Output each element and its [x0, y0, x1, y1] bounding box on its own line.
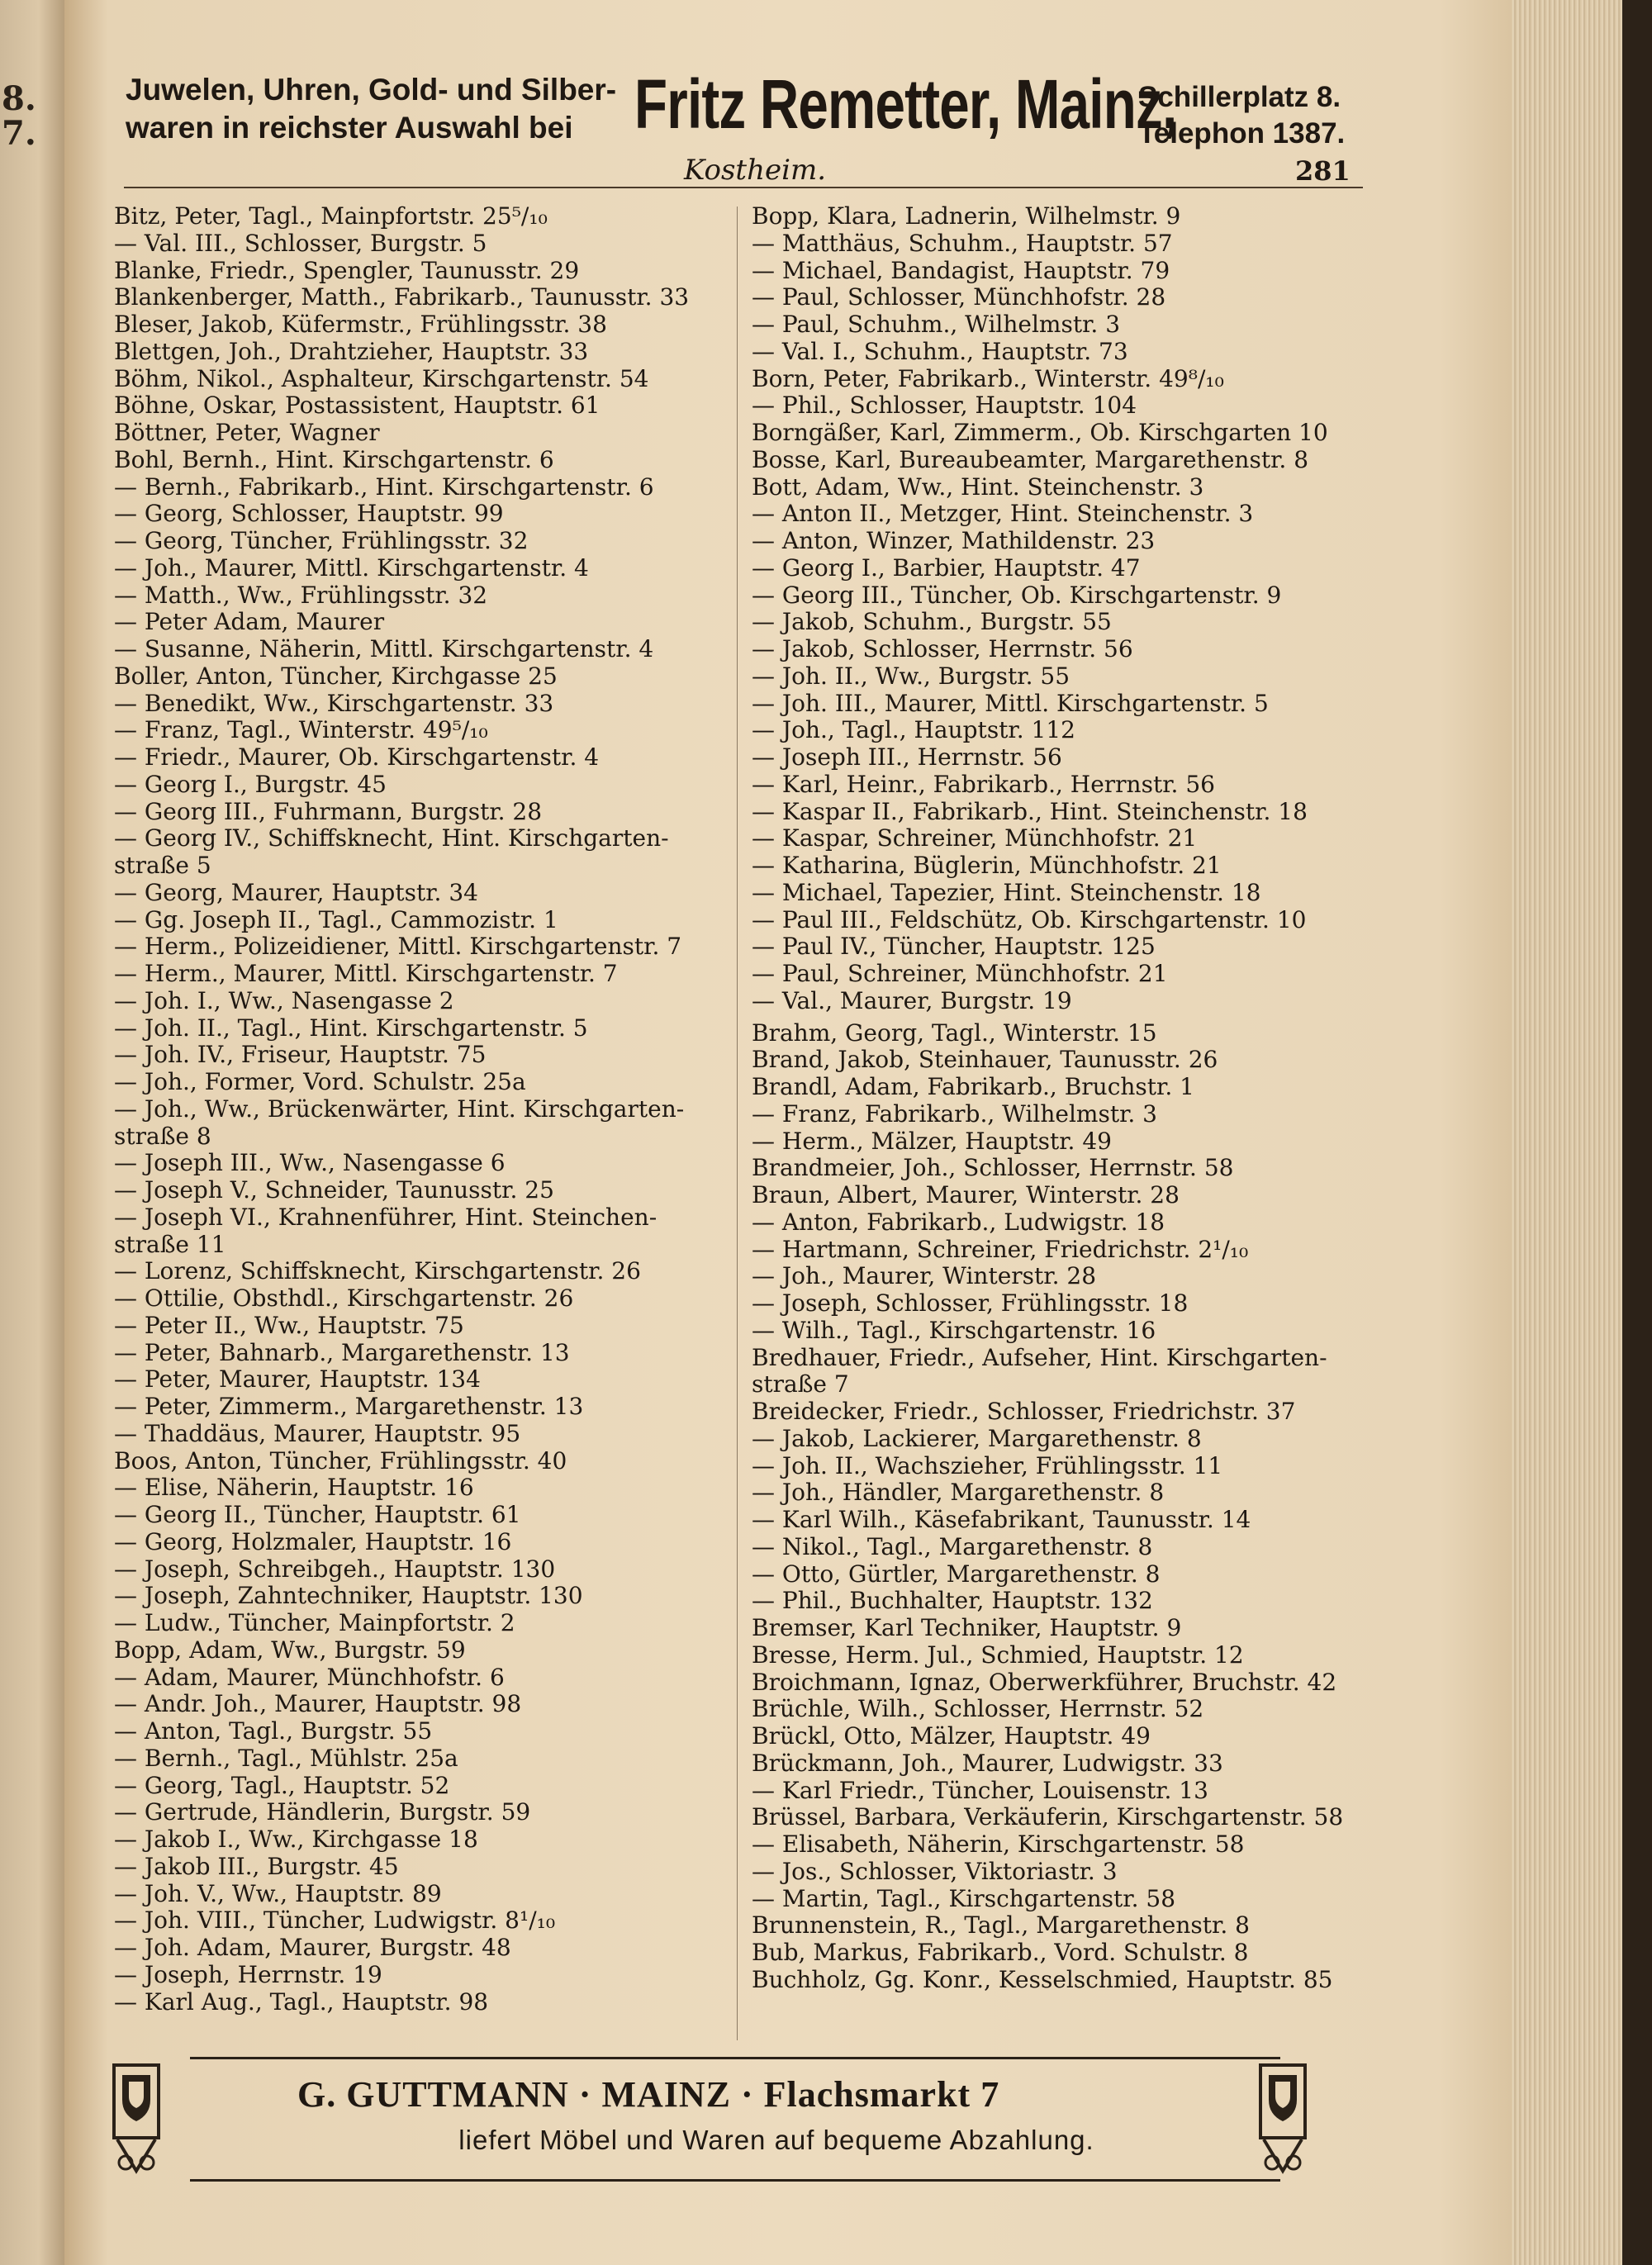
directory-entry: — Joh. V., Ww., Hauptstr. 89: [114, 1880, 442, 1907]
header-address: Schillerplatz 8.: [1138, 81, 1341, 113]
directory-entry: — Benedikt, Ww., Kirschgartenstr. 33: [114, 690, 554, 717]
directory-entry: straße 8: [114, 1123, 211, 1150]
directory-entry: Blankenberger, Matth., Fabrikarb., Taunusstr. 33: [114, 284, 690, 311]
directory-entry: Boos, Anton, Tüncher, Frühlingsstr. 40: [114, 1447, 567, 1474]
directory-entry: — Joh., Tagl., Hauptstr. 112: [752, 717, 1075, 744]
directory-entry: — Anton, Tagl., Burgstr. 55: [114, 1718, 433, 1745]
directory-entry: — Ottilie, Obsthdl., Kirschgartenstr. 26: [114, 1285, 574, 1312]
directory-entry: — Karl Friedr., Tüncher, Louisenstr. 13: [752, 1777, 1208, 1804]
directory-entry: — Anton II., Metzger, Hint. Steinchenstr. 3: [752, 501, 1254, 528]
directory-entry: Bosse, Karl, Bureaubeamter, Margarethenstr. 8: [752, 446, 1309, 473]
directory-entry: Brückl, Otto, Mälzer, Hauptstr. 49: [752, 1723, 1151, 1750]
directory-entry: Böhm, Nikol., Asphalteur, Kirschgartenstr. 54: [114, 365, 649, 392]
directory-entry: — Joh., Former, Vord. Schulstr. 25a: [114, 1069, 526, 1095]
directory-entry: — Friedr., Maurer, Ob. Kirschgartenstr. 4: [114, 744, 600, 771]
directory-entry: — Joh. III., Maurer, Mittl. Kirschgartenstr. 5: [752, 690, 1269, 717]
directory-entry: — Georg I., Barbier, Hauptstr. 47: [752, 554, 1141, 582]
directory-entry: — Joseph, Schlosser, Frühlingsstr. 18: [752, 1290, 1189, 1317]
directory-entry: Bub, Markus, Fabrikarb., Vord. Schulstr. 8: [752, 1940, 1249, 1966]
directory-entry: — Joh. Adam, Maurer, Burgstr. 48: [114, 1935, 511, 1961]
directory-entry: — Michael, Bandagist, Hauptstr. 79: [752, 257, 1170, 284]
directory-entry: Blanke, Friedr., Spengler, Taunusstr. 29: [114, 257, 580, 284]
directory-entry: Bitz, Peter, Tagl., Mainpfortstr. 25⁵/₁₀: [114, 203, 548, 230]
directory-entry: — Joseph VI., Krahnenführer, Hint. Steinchen-: [114, 1204, 657, 1231]
directory-entry: — Paul IV., Tüncher, Hauptstr. 125: [752, 933, 1156, 961]
directory-entry: — Jakob I., Ww., Kirchgasse 18: [114, 1826, 478, 1853]
directory-entry: Brückmann, Joh., Maurer, Ludwigstr. 33: [752, 1750, 1223, 1777]
directory-entry: — Joh., Ww., Brückenwärter, Hint. Kirschgarten-: [114, 1095, 685, 1123]
directory-entry: — Lorenz, Schiffsknecht, Kirschgartenstr. 26: [114, 1258, 641, 1285]
directory-entry: Blettgen, Joh., Drahtzieher, Hauptstr. 33: [114, 338, 589, 365]
directory-entry: Bott, Adam, Ww., Hint. Steinchenstr. 3: [752, 473, 1204, 501]
page-number: 281: [1295, 155, 1351, 187]
directory-entry: — Elisabeth, Näherin, Kirschgartenstr. 58: [752, 1831, 1245, 1858]
directory-entry: — Paul, Schreiner, Münchhofstr. 21: [752, 961, 1168, 987]
directory-entry: — Elise, Näherin, Hauptstr. 16: [114, 1474, 474, 1502]
directory-entry: Brüssel, Barbara, Verkäuferin, Kirschgartenstr. 58: [752, 1804, 1344, 1831]
header-ad-line: waren in reichster Auswahl bei: [126, 111, 573, 145]
directory-entry: — Peter, Zimmerm., Margarethenstr. 13: [114, 1394, 584, 1420]
directory-entry: — Gg. Joseph II., Tagl., Cammozistr. 1: [114, 906, 558, 933]
page-stack-edge: [1512, 0, 1652, 2265]
directory-entry: Buchholz, Gg. Konr., Kesselschmied, Hauptstr. 85: [752, 1966, 1333, 1993]
directory-entry: Bremser, Karl Techniker, Hauptstr. 9: [752, 1615, 1182, 1641]
footer-slogan-line: liefert Möbel und Waren auf bequeme Abzahlung.: [458, 2125, 1094, 2155]
directory-entry: — Adam, Maurer, Münchhofstr. 6: [114, 1664, 505, 1691]
directory-entry: — Martin, Tagl., Kirschgartenstr. 58: [752, 1885, 1176, 1912]
directory-entry: Bopp, Klara, Ladnerin, Wilhelmstr. 9: [752, 203, 1181, 230]
directory-entry: — Jakob, Schlosser, Herrnstr. 56: [752, 636, 1133, 662]
directory-entry: Brand, Jakob, Steinhauer, Taunusstr. 26: [752, 1047, 1218, 1074]
section-title: Kostheim.: [684, 154, 827, 187]
directory-entry: Brüchle, Wilh., Schlosser, Herrnstr. 52: [752, 1696, 1204, 1723]
directory-entry: — Peter, Maurer, Hauptstr. 134: [114, 1366, 481, 1394]
directory-entry: — Joseph V., Schneider, Taunusstr. 25: [114, 1177, 554, 1204]
directory-entry: — Joh., Händler, Margarethenstr. 8: [752, 1479, 1165, 1507]
column-divider: [737, 207, 738, 2040]
directory-entry: — Joseph III., Ww., Nasengasse 6: [114, 1150, 506, 1177]
directory-entry: — Michael, Tapezier, Hint. Steinchenstr. 18: [752, 879, 1261, 906]
directory-entry: — Peter Adam, Maurer: [114, 609, 385, 636]
directory-entry: — Joseph, Herrnstr. 19: [114, 1961, 382, 1988]
directory-entry: — Georg III., Fuhrmann, Burgstr. 28: [114, 798, 543, 825]
directory-entry: — Franz, Fabrikarb., Wilhelmstr. 3: [752, 1100, 1157, 1128]
footer-advertisement: [99, 2057, 1371, 2181]
directory-entry: — Karl, Heinr., Fabrikarb., Herrnstr. 56: [752, 771, 1215, 798]
directory-entry: — Anton, Winzer, Mathildenstr. 23: [752, 528, 1156, 554]
directory-entry: Böhne, Oskar, Postassistent, Hauptstr. 61: [114, 392, 601, 420]
directory-entry: — Thaddäus, Maurer, Hauptstr. 95: [114, 1420, 521, 1447]
directory-entry: — Kaspar, Schreiner, Münchhofstr. 21: [752, 825, 1198, 852]
page-header: [64, 64, 1365, 188]
left-column: [114, 203, 725, 2016]
directory-entry: — Joseph III., Herrnstr. 56: [752, 744, 1062, 771]
directory-entry: — Val. III., Schlosser, Burgstr. 5: [114, 230, 487, 257]
directory-entry: — Georg II., Tüncher, Hauptstr. 61: [114, 1502, 521, 1528]
directory-entry: — Peter II., Ww., Hauptstr. 75: [114, 1312, 464, 1339]
header-ad-left: [126, 71, 638, 147]
directory-entry: — Gertrude, Händlerin, Burgstr. 59: [114, 1799, 531, 1826]
header-brand: Fritz Remetter, Mainz,: [634, 65, 1177, 143]
directory-entry: — Kaspar II., Fabrikarb., Hint. Steinchenstr. 18: [752, 798, 1308, 825]
directory-entry: Born, Peter, Fabrikarb., Winterstr. 49⁸/₁₀: [752, 365, 1224, 392]
directory-entry: — Jakob III., Burgstr. 45: [114, 1853, 399, 1880]
directory-entry: Boller, Anton, Tüncher, Kirchgasse 25: [114, 662, 558, 690]
directory-entry: — Franz, Tagl., Winterstr. 49⁵/₁₀: [114, 717, 488, 744]
header-ad-right: [1138, 79, 1378, 152]
directory-entry: — Karl Wilh., Käsefabrikant, Taunusstr. 14: [752, 1507, 1251, 1533]
previous-page-number: 8.: [2, 79, 36, 118]
directory-entry: Brunnenstein, R., Tagl., Margarethenstr. 8: [752, 1912, 1250, 1940]
header-ad-line: Juwelen, Uhren, Gold- und Silber-: [126, 73, 617, 107]
directory-entry: Böttner, Peter, Wagner: [114, 420, 380, 446]
directory-entry: — Georg IV., Schiffsknecht, Hint. Kirschgarten-: [114, 825, 669, 852]
directory-entry: — Phil., Buchhalter, Hauptstr. 132: [752, 1588, 1153, 1615]
directory-entry: Brandl, Adam, Fabrikarb., Bruchstr. 1: [752, 1074, 1194, 1100]
directory-entry: — Hartmann, Schreiner, Friedrichstr. 2¹/₁₀: [752, 1236, 1249, 1263]
directory-entry: — Georg, Schlosser, Hauptstr. 99: [114, 501, 504, 528]
directory-entry: — Herm., Mälzer, Hauptstr. 49: [752, 1128, 1112, 1155]
directory-entry: — Katharina, Büglerin, Münchhofstr. 21: [752, 852, 1222, 879]
directory-entry: Bredhauer, Friedr., Aufseher, Hint. Kirschgarten-: [752, 1344, 1327, 1371]
directory-entry: — Anton, Fabrikarb., Ludwigstr. 18: [752, 1208, 1165, 1236]
directory-entry: Broichmann, Ignaz, Oberwerkführer, Bruchstr. 42: [752, 1669, 1337, 1696]
directory-entry: — Ludw., Tüncher, Mainpfortstr. 2: [114, 1610, 515, 1636]
directory-entry: — Georg, Tagl., Hauptstr. 52: [114, 1772, 450, 1799]
directory-entry: — Georg, Holzmaler, Hauptstr. 16: [114, 1528, 512, 1555]
directory-entry: — Joh., Maurer, Mittl. Kirschgartenstr. 4: [114, 554, 589, 582]
directory-entry: Bohl, Bernh., Hint. Kirschgartenstr. 6: [114, 446, 554, 473]
right-column: [752, 203, 1363, 1994]
directory-entry: — Otto, Gürtler, Margarethenstr. 8: [752, 1560, 1161, 1588]
footer-rule-bottom: [190, 2179, 1280, 2182]
directory-entry: Bleser, Jakob, Küfermstr., Frühlingsstr. 38: [114, 311, 607, 338]
directory-entry: — Paul, Schuhm., Wilhelmstr. 3: [752, 311, 1121, 338]
directory-entry: — Joh. II., Wachszieher, Frühlingsstr. 11: [752, 1452, 1223, 1479]
header-rule: [124, 187, 1363, 188]
directory-entry: — Georg, Maurer, Hauptstr. 34: [114, 879, 478, 906]
directory-entry: — Paul III., Feldschütz, Ob. Kirschgartenstr. 10: [752, 906, 1307, 933]
directory-entry: — Susanne, Näherin, Mittl. Kirschgartenstr. 4: [114, 636, 654, 662]
directory-entry: — Joh. IV., Friseur, Hauptstr. 75: [114, 1042, 487, 1069]
directory-entry: Brandmeier, Joh., Schlosser, Herrnstr. 58: [752, 1155, 1234, 1182]
directory-entry: Brahm, Georg, Tagl., Winterstr. 15: [752, 1019, 1157, 1047]
directory-entry: — Joh. I., Ww., Nasengasse 2: [114, 987, 454, 1014]
footer-company-line: G. GUTTMANN · MAINZ · Flachsmarkt 7: [297, 2074, 1000, 2115]
directory-entry: — Herm., Maurer, Mittl. Kirschgartenstr. 7: [114, 961, 618, 987]
directory-entry: straße 5: [114, 852, 211, 879]
directory-entry: — Bernh., Tagl., Mühlstr. 25a: [114, 1745, 458, 1772]
footer-rule-top: [190, 2057, 1280, 2059]
directory-entry: — Nikol., Tagl., Margarethenstr. 8: [752, 1533, 1153, 1560]
directory-entry: — Paul, Schlosser, Münchhofstr. 28: [752, 284, 1166, 311]
directory-entry: — Jakob, Lackierer, Margarethenstr. 8: [752, 1425, 1202, 1452]
directory-entry: — Joh. II., Ww., Burgstr. 55: [752, 662, 1070, 690]
directory-entry: — Peter, Bahnarb., Margarethenstr. 13: [114, 1339, 570, 1366]
directory-entry: straße 11: [114, 1231, 226, 1258]
directory-entry: — Wilh., Tagl., Kirschgartenstr. 16: [752, 1317, 1156, 1344]
directory-entry: — Joh. VIII., Tüncher, Ludwigstr. 8¹/₁₀: [114, 1907, 556, 1935]
directory-entry: — Joseph, Zahntechniker, Hauptstr. 130: [114, 1583, 583, 1610]
directory-entry: — Karl Aug., Tagl., Hauptstr. 98: [114, 1988, 489, 2016]
directory-entry: — Jos., Schlosser, Viktoriastr. 3: [752, 1858, 1118, 1885]
header-phone: Telephon 1387.: [1138, 117, 1346, 150]
directory-entry: — Bernh., Fabrikarb., Hint. Kirschgartenstr. 6: [114, 473, 654, 501]
directory-entry: — Val., Maurer, Burgstr. 19: [752, 987, 1072, 1014]
directory-entry: — Herm., Polizeidiener, Mittl. Kirschgartenstr. 7: [114, 933, 682, 961]
directory-entry: Breidecker, Friedr., Schlosser, Friedrichstr. 37: [752, 1398, 1296, 1425]
directory-entry: — Joh., Maurer, Winterstr. 28: [752, 1263, 1097, 1290]
shield-emblem-icon: [1256, 2057, 1310, 2181]
directory-entry: Borngäßer, Karl, Zimmerm., Ob. Kirschgarten 10: [752, 420, 1328, 446]
directory-entry: — Georg III., Tüncher, Ob. Kirschgartenstr. 9: [752, 582, 1282, 609]
shield-emblem-icon: [109, 2057, 164, 2181]
directory-entry: — Jakob, Schuhm., Burgstr. 55: [752, 609, 1112, 636]
directory-entry: — Georg, Tüncher, Frühlingsstr. 32: [114, 528, 529, 554]
directory-entry: straße 7: [752, 1371, 849, 1398]
directory-entry: — Andr. Joh., Maurer, Hauptstr. 98: [114, 1691, 522, 1718]
directory-entry: — Joseph, Schreibgeh., Hauptstr. 130: [114, 1555, 556, 1583]
directory-entry: — Joh. II., Tagl., Hint. Kirschgartenstr. 5: [114, 1014, 588, 1042]
directory-entry: Braun, Albert, Maurer, Winterstr. 28: [752, 1182, 1180, 1208]
directory-entry: — Val. I., Schuhm., Hauptstr. 73: [752, 338, 1128, 365]
previous-page-number: 7.: [2, 114, 36, 153]
directory-entry: — Matthäus, Schuhm., Hauptstr. 57: [752, 230, 1173, 257]
directory-entry: Bopp, Adam, Ww., Burgstr. 59: [114, 1636, 466, 1664]
directory-entry: Bresse, Herm. Jul., Schmied, Hauptstr. 12: [752, 1641, 1244, 1669]
directory-entry: — Georg I., Burgstr. 45: [114, 771, 387, 798]
directory-entry: — Matth., Ww., Frühlingsstr. 32: [114, 582, 488, 609]
previous-page-edge: [0, 0, 64, 2265]
directory-entry: — Phil., Schlosser, Hauptstr. 104: [752, 392, 1137, 420]
